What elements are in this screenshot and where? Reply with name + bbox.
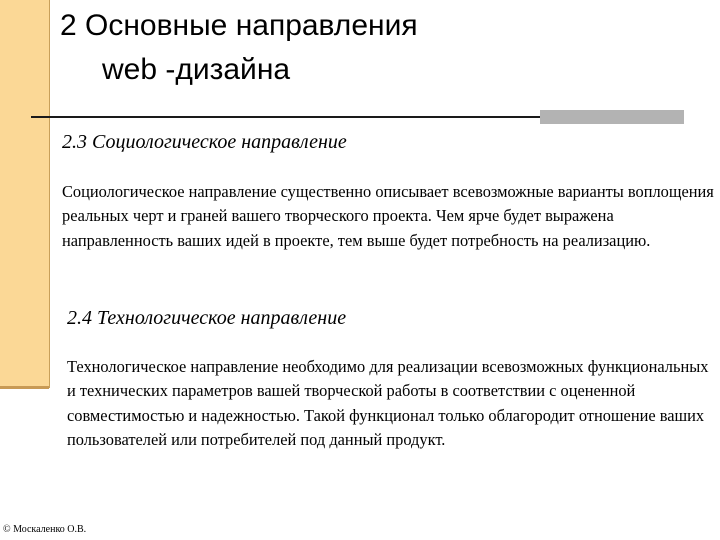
- slide-title: [60, 4, 418, 92]
- copyright-footer: © Москаленко О.В.: [3, 524, 87, 535]
- sidebar-edge: [49, 0, 50, 388]
- section-body-sociological: Социологическое направление существенно описывает всевозможные варианты воплощения реальных черт и граней вашего творческого проекта. Чем ярче будет выражена направленность ваших идей в проекте, тем выше будет потребность на реализацию.: [62, 182, 714, 250]
- title-line-2: web -дизайна: [102, 53, 291, 86]
- title-line-1: 2 Основные направления: [60, 9, 418, 42]
- section-body-technological: Технологическое направление необходимо для реализации всевозможных функциональных и технических параметров вашей творческой работы в соответствии с оцененной совместимостью и надежностью. Такой функционал только облагородит отношение ваших пользователей или потребителей под данный продукт.: [67, 357, 709, 449]
- title-divider-accent: [540, 110, 684, 124]
- section-heading-sociological: 2.3 Социологическое направление: [62, 131, 347, 153]
- section-heading-technological: 2.4 Технологическое направление: [67, 307, 347, 329]
- decorative-sidebar: [0, 0, 49, 388]
- sidebar-bottom-edge: [0, 386, 49, 389]
